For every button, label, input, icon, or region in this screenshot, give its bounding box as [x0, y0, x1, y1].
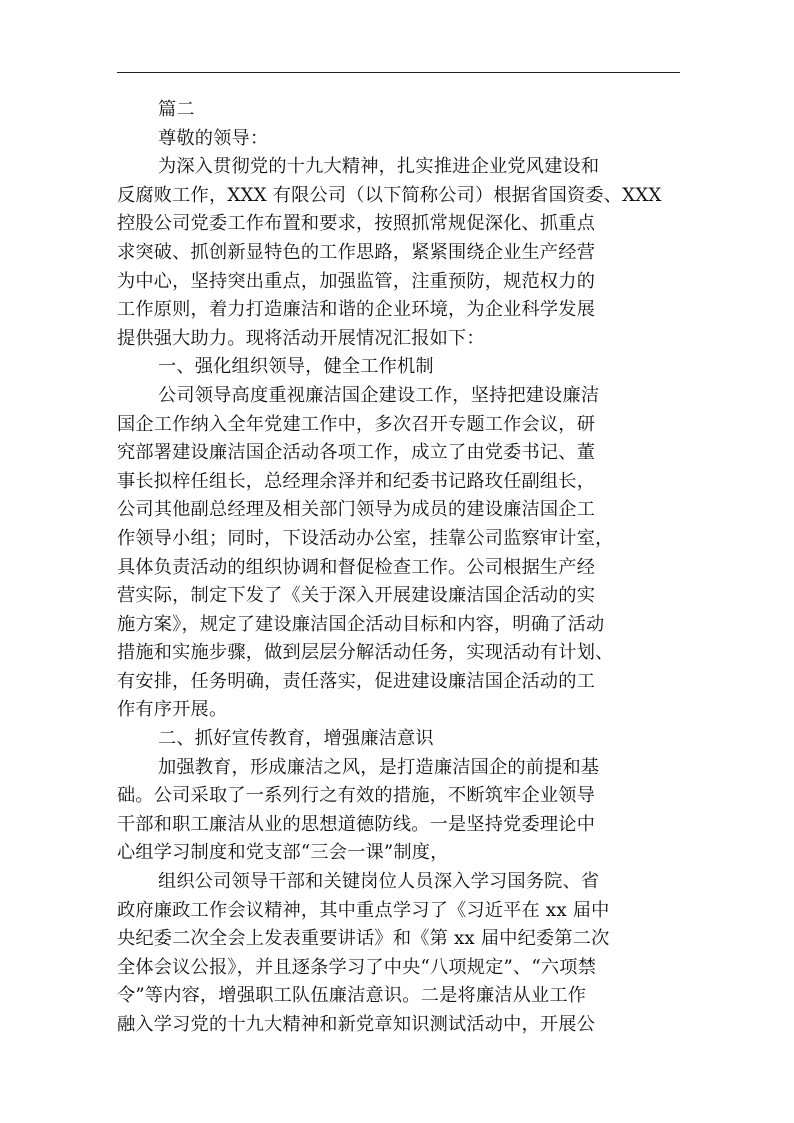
text-line: 为中心，坚持突出重点，加强监管，注重预防，规范权力的: [117, 270, 596, 292]
text-line: 融入学习党的十九大精神和新党章知识测试活动中，开展公: [117, 1014, 596, 1035]
header-rule: [117, 72, 680, 73]
text-line: 国企工作纳入全年党建工作中，多次召开专题工作会议，研: [117, 413, 596, 435]
text-line: 政府廉政工作会议精神，其中重点学习了《习近平在 xx 届中: [117, 899, 610, 921]
text-line: 控股公司党委工作布置和要求，按照抓常规促深化、抓重点: [117, 213, 596, 235]
text-line: 工作原则，着力打造廉洁和谐的企业环境，为企业科学发展: [117, 299, 596, 321]
text-line: 措施和实施步骤，做到层层分解活动任务，实现活动有计划、: [117, 642, 614, 664]
text-line: 全体会议公报》，并且逐条学习了中央“八项规定”、“六项禁: [117, 956, 597, 978]
text-line: 组织公司领导干部和关键岗位人员深入学习国务院、省: [158, 871, 600, 893]
text-line: 加强教育，形成廉洁之风，是打造廉洁国企的前提和基: [158, 756, 600, 778]
text-line: 求突破、抓创新显特色的工作思路，紧紧围绕企业生产经营: [117, 241, 596, 263]
text-line: 一、强化组织领导，健全工作机制: [158, 356, 434, 378]
text-line: 篇二: [158, 99, 195, 120]
text-line: 营实际，制定下发了《关于深入开展建设廉洁国企活动的实: [117, 585, 596, 607]
text-line: 二、抓好宣传教育，增强廉洁意识: [158, 728, 434, 750]
text-line: 事长拟梓任组长，总经理余泽并和纪委书记路玫任副组长，: [117, 470, 596, 492]
text-line: 令”等内容，增强职工队伍廉洁意识。二是将廉洁从业工作: [117, 985, 587, 1007]
text-line: 央纪委二次全会上发表重要讲话》和《第 xx 届中纪委第二次: [117, 928, 610, 950]
text-line: 公司其他副总经理及相关部门领导为成员的建设廉洁国企工: [117, 499, 596, 521]
text-line: 尊敬的领导：: [158, 127, 269, 149]
text-line: 有安排，任务明确，责任落实，促进建设廉洁国企活动的工: [117, 670, 596, 692]
text-line: 反腐败工作，XXX 有限公司（以下简称公司）根据省国资委、XXX: [117, 184, 662, 206]
text-line: 作有序开展。: [117, 699, 228, 721]
text-line: 为深入贯彻党的十九大精神，扎实推进企业党风建设和: [158, 156, 600, 178]
text-line: 干部和职工廉洁从业的思想道德防线。一是坚持党委理论中: [117, 813, 596, 835]
text-line: 础。公司采取了一系列行之有效的措施，不断筑牢企业领导: [117, 785, 596, 807]
text-line: 提供强大助力。现将活动开展情况汇报如下：: [117, 327, 485, 349]
text-line: 施方案》，规定了建设廉洁国企活动目标和内容，明确了活动: [117, 613, 605, 635]
text-line: 公司领导高度重视廉洁国企建设工作，坚持把建设廉洁: [158, 384, 600, 406]
text-line: 究部署建设廉洁国企活动各项工作，成立了由党委书记、董: [117, 442, 596, 464]
text-line: 心组学习制度和党支部“三会一课”制度，: [117, 842, 449, 864]
document-body: [117, 96, 680, 1040]
text-line: 作领导小组；同时，下设活动办公室，挂靠公司监察审计室，: [117, 527, 614, 549]
text-line: 具体负责活动的组织协调和督促检查工作。公司根据生产经: [117, 556, 596, 578]
